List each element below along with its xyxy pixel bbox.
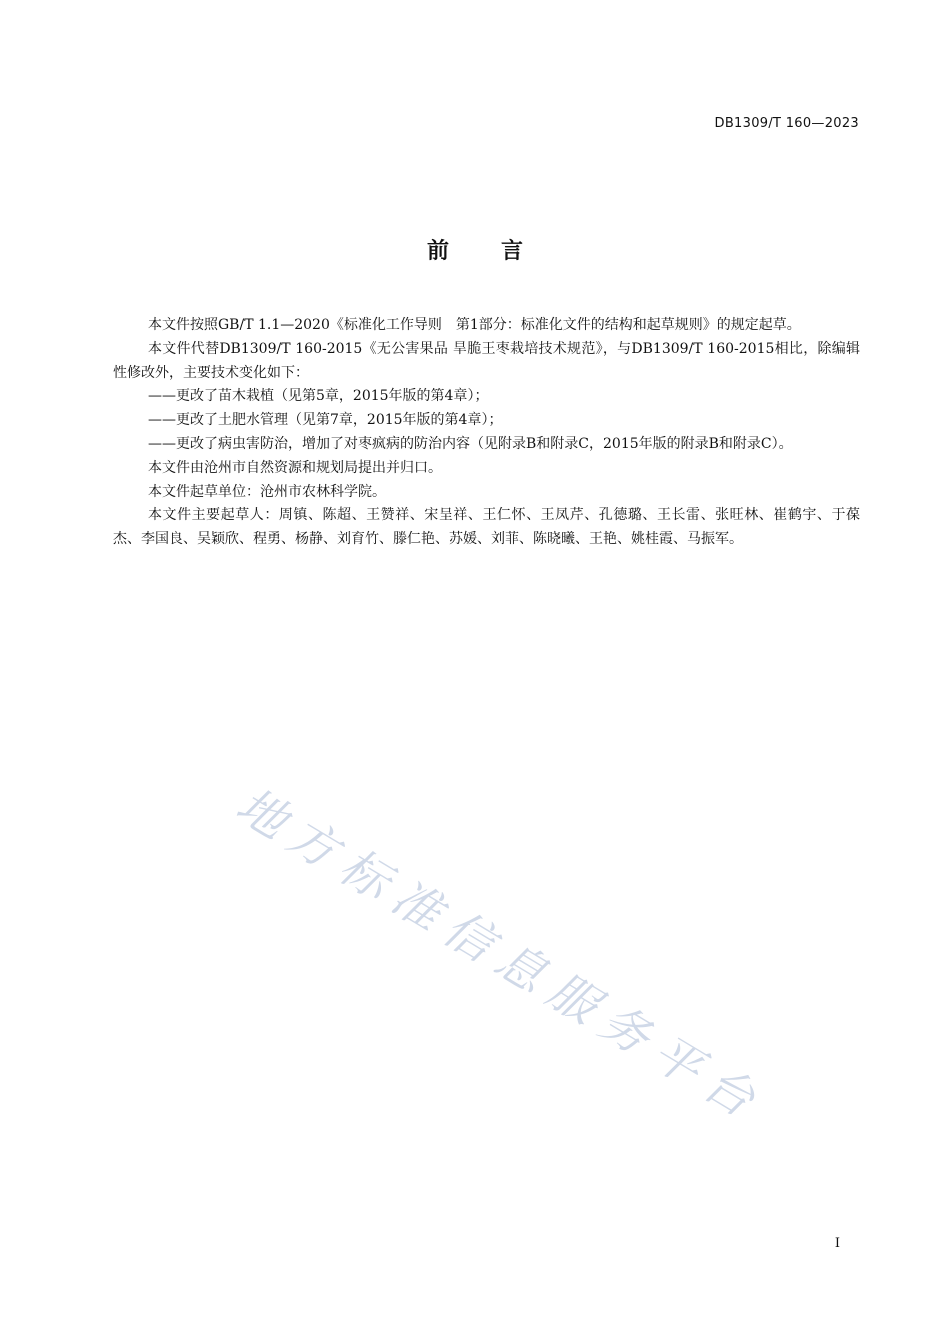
watermark-char: 信 xyxy=(433,899,504,973)
paragraph-proposer: 本文件由沧州市自然资源和规划局提出并归口。 xyxy=(148,459,442,476)
watermark-char: 息 xyxy=(485,930,556,1004)
watermark-char: 准 xyxy=(381,868,452,942)
paragraph-change-2: ——更改了土肥水管理（见第7章，2015年版的第4章）； xyxy=(148,412,503,429)
watermark-char: 台 xyxy=(693,1054,764,1128)
watermark-char: 服 xyxy=(537,961,608,1035)
foreword-body xyxy=(113,314,860,552)
paragraph-drafters: 本文件主要起草人：周镇、陈超、王赞祥、宋呈祥、王仁怀、王凤芹、孔德璐、王长雷、张旺林、崔鹤宇、于葆杰、李国良、吴颖欣、程勇、杨静、刘育竹、滕仁艳、苏媛、刘菲、陈晓曦、王艳、姚桂霞、马振军。 xyxy=(113,507,860,548)
watermark-char: 方 xyxy=(277,806,348,880)
page-title: 前言 xyxy=(426,239,575,264)
standard-code: DB1309/T 160—2023 xyxy=(714,116,859,131)
paragraph-change-1: ——更改了苗木栽植（见第5章，2015年版的第4章）； xyxy=(148,388,489,405)
paragraph-drafting-unit: 本文件起草单位：沧州市农林科学院。 xyxy=(148,483,386,500)
paragraph-replacement: 本文件代替DB1309/T 160-2015《无公害果品 旱脆王枣栽培技术规范》，与DB1309/T 160-2015相比，除编辑性修改外，主要技术变化如下： xyxy=(113,340,860,381)
page-number: I xyxy=(834,1236,840,1251)
watermark-char: 务 xyxy=(589,992,660,1066)
watermark-char: 地 xyxy=(226,776,297,850)
watermark-char: 标 xyxy=(329,837,400,911)
watermark-char: 平 xyxy=(641,1023,712,1097)
watermark xyxy=(226,775,800,1128)
paragraph-change-3: ——更改了病虫害防治，增加了对枣疯病的防治内容（见附录B和附录C，2015年版的附录B和附录C）。 xyxy=(148,435,793,452)
paragraph-drafting-basis: 本文件按照GB/T 1.1—2020《标准化工作导则 第1部分：标准化文件的结构和起草规则》的规定起草。 xyxy=(148,317,801,333)
